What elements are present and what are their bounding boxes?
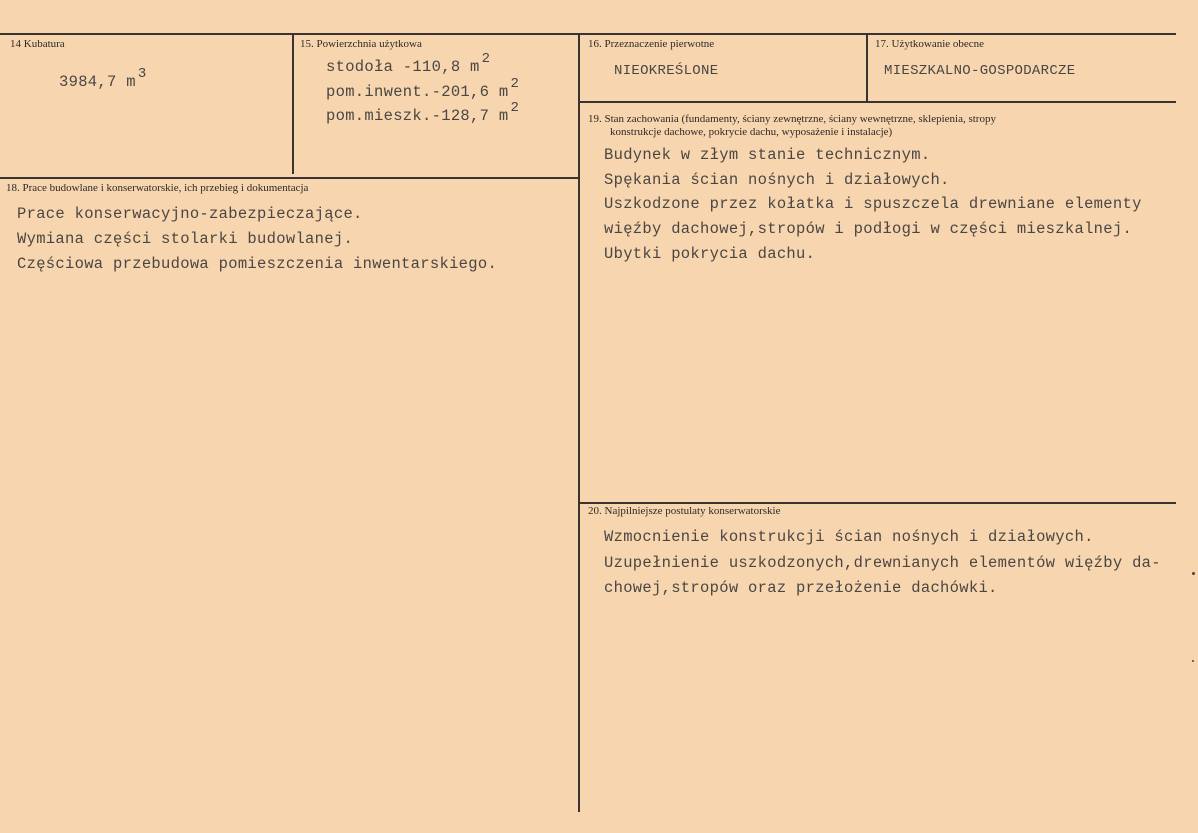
field-15-label: 15. Powierzchnia użytkowa — [300, 38, 422, 50]
stray-mark — [1192, 572, 1195, 575]
field-20-label: 20. Najpilniejsze postulaty konserwatorskie — [588, 505, 781, 517]
rule-under-16-17 — [580, 101, 1176, 103]
cubature-unit-exponent: 3 — [137, 66, 147, 82]
cubature-value: 3984,7 m — [59, 73, 136, 91]
field-18-line: Częściowa przebudowa pomieszczenia inwentarskiego. — [17, 255, 498, 273]
area-text: stodoła -110,8 m — [326, 58, 480, 76]
field-19-line: Ubytki pokrycia dachu. — [604, 245, 816, 263]
field-15-line — [326, 100, 520, 125]
top-rule — [0, 33, 1176, 35]
field-19-line: Spękania ścian nośnych i działowych. — [604, 171, 950, 189]
area-exponent: 2 — [481, 51, 491, 67]
field-18-line: Wymiana części stolarki budowlanej. — [17, 230, 354, 248]
field-20-line: chowej,stropów oraz przełożenie dachówki. — [604, 579, 998, 597]
field-14-label: 14 Kubatura — [10, 38, 65, 50]
center-divider — [578, 34, 580, 812]
field-19-line: Uszkodzone przez kołatka i spuszczela drewniane elementy — [604, 195, 1142, 213]
divider-16-17 — [866, 34, 868, 102]
field-19-line: Budynek w złym stanie technicznym. — [604, 146, 931, 164]
field-18-line: Prace konserwacyjno-zabezpieczające. — [17, 205, 363, 223]
field-15-line — [326, 76, 520, 101]
field-19-label-line1: 19. Stan zachowania (fundamenty, ściany zewnętrzne, ściany wewnętrzne, sklepienia, stropy — [588, 113, 996, 125]
rule-above-20 — [580, 502, 1176, 504]
field-15-line — [326, 51, 491, 76]
area-exponent: 2 — [510, 100, 520, 116]
area-text: pom.inwent.-201,6 m — [326, 83, 509, 101]
field-16-value: NIEOKREŚLONE — [614, 63, 719, 79]
stray-mark — [1192, 660, 1194, 662]
field-17-value: MIESZKALNO-GOSPODARCZE — [884, 63, 1076, 79]
field-19-line: więźby dachowej,stropów i podłogi w części mieszkalnej. — [604, 220, 1133, 238]
field-18-label: 18. Prace budowlane i konserwatorskie, ich przebieg i dokumentacja — [6, 182, 309, 194]
field-16-label: 16. Przeznaczenie pierwotne — [588, 38, 715, 50]
area-text: pom.mieszk.-128,7 m — [326, 107, 509, 125]
field-14-value — [59, 66, 147, 91]
rule-above-18 — [0, 177, 580, 179]
area-exponent: 2 — [510, 76, 520, 92]
field-20-line: Uzupełnienie uszkodzonych,drewnianych elementów więźby da- — [604, 554, 1161, 572]
divider-14-15 — [292, 34, 294, 174]
field-20-line: Wzmocnienie konstrukcji ścian nośnych i działowych. — [604, 528, 1094, 546]
field-19-label-line2: konstrukcje dachowe, pokrycie dachu, wyposażenie i instalacje) — [610, 126, 893, 138]
field-17-label: 17. Użytkowanie obecne — [875, 38, 985, 50]
